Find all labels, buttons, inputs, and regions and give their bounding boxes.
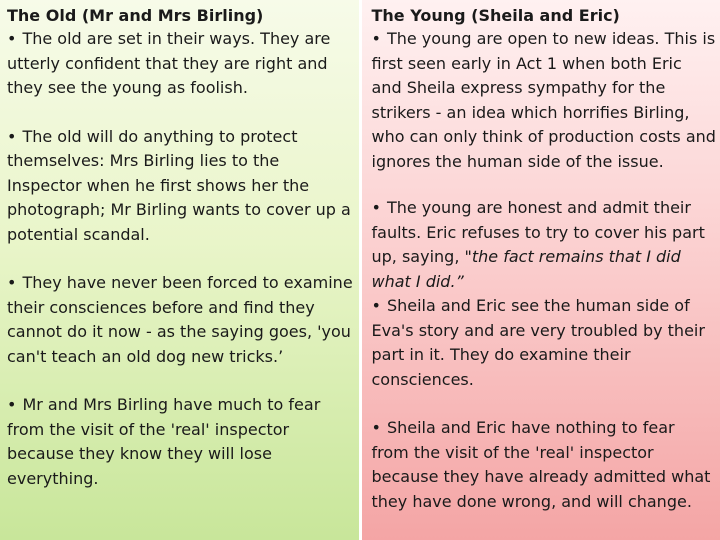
young-point-2 — [372, 196, 717, 294]
young-point-3-text: Sheila and Eric see the human side of Eva's story and are very troubled by their part in it. They do examine their consciences. — [371, 296, 705, 389]
young-point-4-text: Sheila and Eric have nothing to fear from the visit of the 'real' inspector because they have already admitted what they have done wrong, and will change. — [371, 418, 711, 511]
old-point-2 — [7, 125, 355, 248]
young-point-1 — [372, 27, 717, 174]
young-point-2-text: The young are honest and admit their faults. Eric refuses to try to cover his part up, saying, — [371, 198, 705, 266]
bullet-icon: • — [371, 418, 381, 437]
old-point-3-text: They have never been forced to examine their consciences before and find they cannot do it now - as the saying goes, 'you can't teach an old dog new tricks.’ — [7, 273, 353, 366]
young-column — [362, 0, 720, 540]
young-point-4 — [372, 416, 717, 514]
young-point-3 — [372, 294, 717, 392]
young-column-heading: The Young (Sheila and Eric) — [371, 6, 620, 25]
old-point-4 — [7, 393, 355, 491]
old-column — [0, 0, 359, 540]
bullet-icon: • — [371, 296, 381, 315]
old-point-3 — [7, 271, 355, 369]
young-point-1-text: The young are open to new ideas. This is first seen early in Act 1 when both Eric and Sheila express sympathy for the strikers - an idea which horrifies Birling, who can only think of production costs and ignores the human side of the issue. — [371, 29, 716, 171]
bullet-icon: • — [7, 395, 17, 414]
old-point-4-text: Mr and Mrs Birling have much to fear from the visit of the 'real' inspector because they know they will lose everything. — [7, 395, 321, 488]
old-column-heading: The Old (Mr and Mrs Birling) — [7, 6, 264, 25]
bullet-icon: • — [7, 29, 17, 48]
bullet-icon: • — [7, 273, 17, 292]
bullet-icon: • — [7, 126, 17, 146]
bullet-icon: • — [371, 29, 381, 48]
old-point-1 — [7, 27, 355, 101]
old-point-1-text: The old are set in their ways. They are utterly confident that they are right and they see the young as foolish. — [7, 29, 331, 97]
old-point-2-text: The old will do anything to protect themselves: Mrs Birling lies to the Inspector when he first shows her the photograph; Mr Birling wants to cover up a potential scandal. — [7, 126, 351, 244]
eric-quote: "the fact remains that I did what I did.” — [371, 247, 681, 291]
bullet-icon: • — [371, 198, 381, 217]
